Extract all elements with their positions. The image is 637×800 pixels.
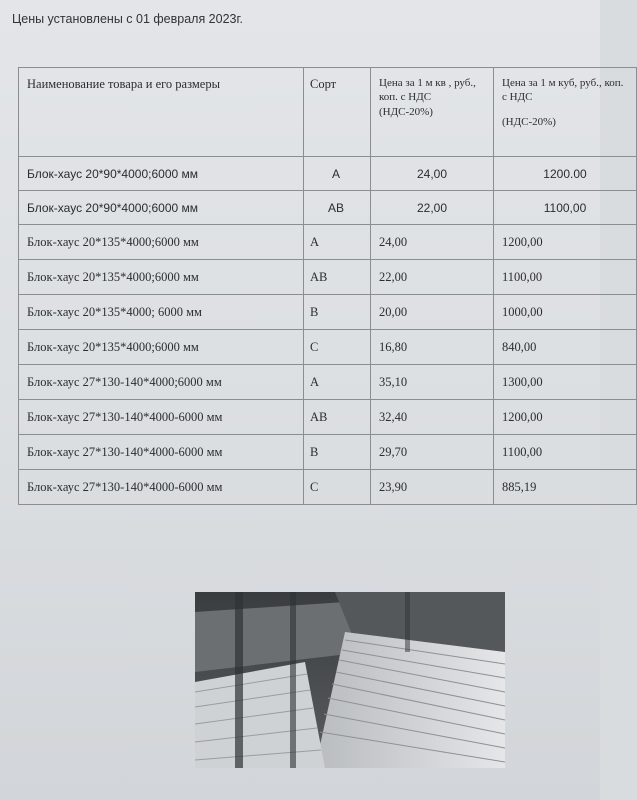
table-row [19,191,637,225]
table-row [19,295,637,330]
cell-name: Блок-хаус 20*135*4000; 6000 мм [19,295,304,330]
cell-price-m2: 24,00 [371,225,494,260]
cell-name: Блок-хаус 20*135*4000;6000 мм [19,225,304,260]
cell-sort: А [304,365,371,400]
cell-price-m2: 23,90 [371,470,494,505]
cell-sort: АВ [304,400,371,435]
cell-price-m2: 22,00 [371,260,494,295]
cell-price-m2: 16,80 [371,330,494,365]
cell-name: Блок-хаус 27*130-140*4000;6000 мм [19,365,304,400]
table-row [19,225,637,260]
cell-sort: А [304,157,371,191]
cell-price-m3: 1200.00 [494,157,637,191]
column-header-price-m3-vat: (НДС-20%) [502,115,556,128]
cell-price-m3: 1100,00 [494,435,637,470]
table-row [19,470,637,505]
price-date-heading: Цены установлены с 01 февраля 2023г. [12,12,243,26]
cell-price-m2: 24,00 [371,157,494,191]
cell-sort: С [304,330,371,365]
cell-name: Блок-хаус 27*130-140*4000-6000 мм [19,470,304,505]
cell-sort: А [304,225,371,260]
cell-price-m2: 29,70 [371,435,494,470]
table-row [19,435,637,470]
cell-sort: В [304,435,371,470]
table-row [19,330,637,365]
table-row [19,260,637,295]
cell-price-m3: 1200,00 [494,225,637,260]
cell-name: Блок-хаус 20*90*4000;6000 мм [19,157,304,191]
cell-price-m3: 1000,00 [494,295,637,330]
cell-name: Блок-хаус 20*90*4000;6000 мм [19,191,304,225]
cell-sort: С [304,470,371,505]
cell-name: Блок-хаус 27*130-140*4000-6000 мм [19,400,304,435]
cell-price-m3: 1300,00 [494,365,637,400]
cell-sort: АВ [304,260,371,295]
column-header-price-m2: Цена за 1 м кв , руб., коп. с НДС (НДС-20%) [371,68,494,157]
column-header-price-m3-main: Цена за 1 м куб, руб., коп. с НДС [502,77,624,104]
table-row [19,157,637,191]
cell-sort: АВ [304,191,371,225]
cell-price-m3: 1100,00 [494,191,637,225]
lumber-photo-drawing [195,592,505,768]
cell-name: Блок-хаус 27*130-140*4000-6000 мм [19,435,304,470]
column-header-sort: Сорт [304,68,371,157]
table-row [19,365,637,400]
cell-price-m3: 840,00 [494,330,637,365]
cell-price-m3: 885,19 [494,470,637,505]
cell-price-m2: 22,00 [371,191,494,225]
table-header-row [19,68,637,157]
cell-price-m3: 1100,00 [494,260,637,295]
cell-name: Блок-хаус 20*135*4000;6000 мм [19,330,304,365]
cell-price-m3: 1200,00 [494,400,637,435]
lumber-stack-photo [195,592,505,768]
cell-price-m2: 35,10 [371,365,494,400]
cell-name: Блок-хаус 20*135*4000;6000 мм [19,260,304,295]
cell-price-m2: 20,00 [371,295,494,330]
cell-price-m2: 32,40 [371,400,494,435]
table-row [19,400,637,435]
price-table [18,67,637,505]
column-header-price-m3 [494,68,637,157]
column-header-name: Наименование товара и его размеры [19,68,304,157]
cell-sort: В [304,295,371,330]
